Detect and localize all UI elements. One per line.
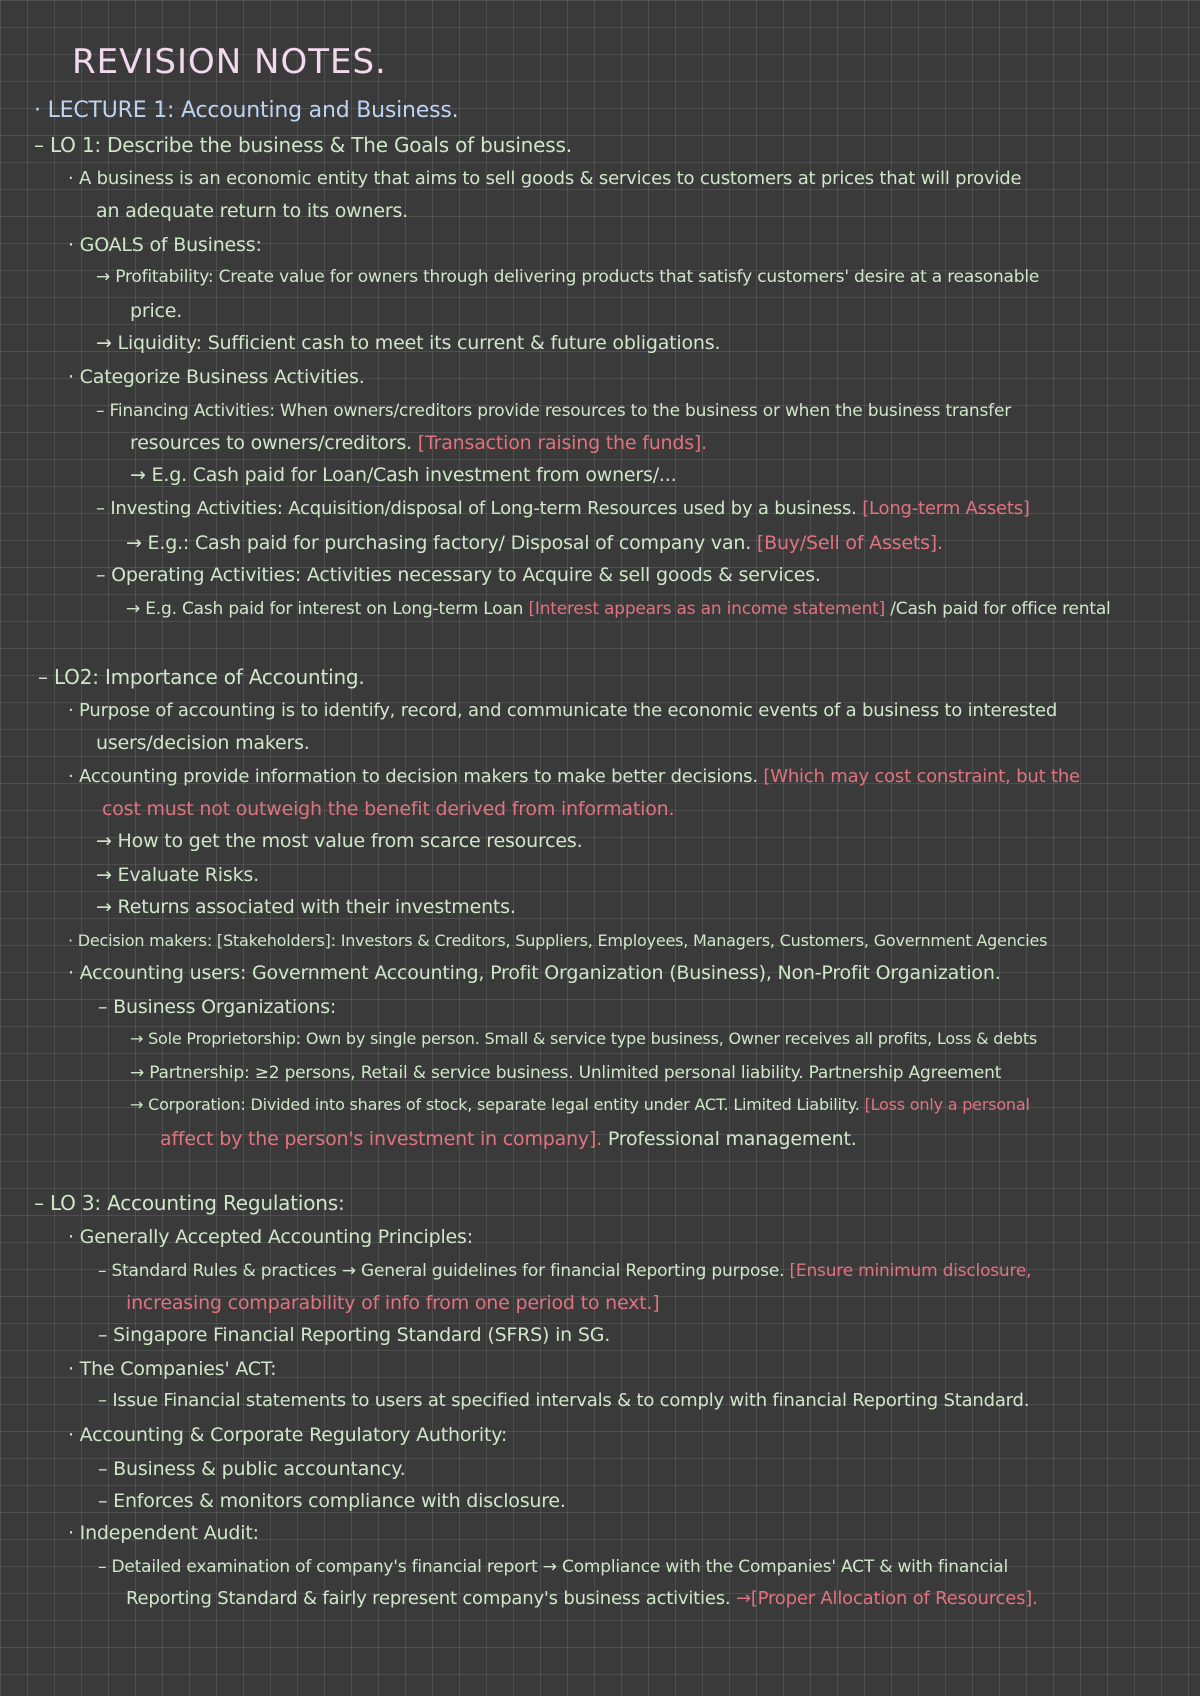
lo1-line: – Financing Activities: When owners/creditors provide resources to the business or when the business transfer	[96, 401, 1011, 421]
page-title: REVISION NOTES.	[72, 42, 387, 82]
lo2-line: → Returns associated with their investments.	[96, 896, 516, 918]
lo1-highlight: [Long-term Assets]	[862, 498, 1030, 519]
lo1-line: · A business is an economic entity that aims to sell goods & services to customers at prices that will provide	[68, 168, 1022, 189]
lo2-line	[68, 764, 1080, 790]
lo3-highlight-line: increasing comparability of info from one period to next.]	[126, 1292, 660, 1314]
lo3-text: – Standard Rules & practices → General guidelines for financial Reporting purpose.	[98, 1261, 785, 1281]
lo3-highlight: →[Proper Allocation of Resources].	[735, 1588, 1038, 1609]
lo1-text: → E.g.: Cash paid for purchasing factory/ Disposal of company van.	[126, 532, 752, 554]
lo2-line: · Purpose of accounting is to identify, record, and communicate the economic events of a business to interested	[68, 700, 1058, 721]
lo2-line: → Evaluate Risks.	[96, 864, 259, 886]
lo2-line	[130, 1092, 1030, 1118]
lo1-text: → E.g. Cash paid for interest on Long-term Loan	[126, 599, 524, 619]
lo1-line	[126, 530, 943, 556]
lo1-line	[130, 430, 707, 456]
lo2-highlight: [Which may cost constraint, but the	[763, 766, 1080, 787]
lo1-text: – Investing Activities: Acquisition/disposal of Long-term Resources used by a business.	[96, 498, 857, 519]
lo3-line: – Business & public accountancy.	[98, 1458, 406, 1480]
lo1-line: → Profitability: Create value for owners through delivering products that satisfy customers' desire at a reasonable	[96, 267, 1040, 287]
lo2-line: users/decision makers.	[96, 732, 310, 754]
lo3-line: – Singapore Financial Reporting Standard (SFRS) in SG.	[98, 1324, 611, 1346]
lo3-line: · Independent Audit:	[68, 1522, 259, 1544]
lo1-highlight: [Transaction raising the funds].	[417, 432, 707, 454]
lo2-heading: – LO2: Importance of Accounting.	[38, 665, 365, 689]
lo1-text: /Cash paid for office rental	[890, 599, 1111, 619]
lo3-line: – Detailed examination of company's financial report → Compliance with the Companies' ACT & with financial	[98, 1557, 1009, 1577]
lo2-line	[160, 1126, 857, 1152]
lo1-line: an adequate return to its owners.	[96, 200, 409, 222]
lo2-line: → How to get the most value from scarce resources.	[96, 830, 583, 852]
lo2-line: → Partnership: ≥2 persons, Retail & service business. Unlimited personal liability. Partnership Agreement	[130, 1063, 1002, 1083]
lo3-line: · Generally Accepted Accounting Principles:	[68, 1226, 473, 1248]
lo1-line	[126, 596, 1111, 622]
lo1-text: resources to owners/creditors.	[130, 432, 412, 454]
lo3-highlight: [Ensure minimum disclosure,	[789, 1261, 1032, 1281]
lo1-line	[96, 496, 1030, 522]
lo1-line: · Categorize Business Activities.	[68, 366, 365, 388]
lo1-line: · GOALS of Business:	[68, 234, 262, 256]
lo1-line: → E.g. Cash paid for Loan/Cash investment from owners/...	[130, 464, 677, 486]
lo3-line: · The Companies' ACT:	[68, 1358, 277, 1380]
lo2-text: Professional management.	[607, 1128, 857, 1150]
lo3-line: · Accounting & Corporate Regulatory Authority:	[68, 1424, 508, 1446]
lo3-line	[98, 1258, 1031, 1284]
lo2-text: → Corporation: Divided into shares of stock, separate legal entity under ACT. Limited Liability.	[130, 1095, 860, 1114]
lo1-line: price.	[130, 300, 183, 322]
lo1-heading: – LO 1: Describe the business & The Goals of business.	[34, 133, 572, 157]
lo3-text: Reporting Standard & fairly represent company's business activities.	[126, 1588, 731, 1609]
lo1-highlight: [Buy/Sell of Assets].	[756, 532, 943, 554]
lo2-highlight-line: cost must not outweigh the benefit derived from information.	[102, 798, 675, 820]
lo3-line: – Issue Financial statements to users at specified intervals & to comply with financial Reporting Standard.	[98, 1390, 1030, 1411]
lo1-line: → Liquidity: Sufficient cash to meet its current & future obligations.	[96, 332, 721, 354]
lo3-heading: – LO 3: Accounting Regulations:	[34, 1191, 345, 1215]
lo2-highlight: affect by the person's investment in company].	[160, 1128, 603, 1150]
lo2-line: – Business Organizations:	[98, 996, 337, 1018]
lo1-highlight: [Interest appears as an income statement]	[528, 599, 886, 619]
lo2-highlight: [Loss only a personal	[864, 1095, 1030, 1114]
lecture-heading: · LECTURE 1: Accounting and Business.	[34, 98, 459, 123]
lo2-line: · Accounting users: Government Accounting, Profit Organization (Business), Non-Profit Organization.	[68, 962, 1001, 984]
lo3-line: – Enforces & monitors compliance with disclosure.	[98, 1490, 566, 1512]
lo2-line: → Sole Proprietorship: Own by single person. Small & service type business, Owner receives all profits, Loss & debts	[130, 1029, 1038, 1048]
lo2-line: · Decision makers: [Stakeholders]: Investors & Creditors, Suppliers, Employees, Managers, Customers, Government Agencies	[68, 931, 1048, 950]
lo1-line: – Operating Activities: Activities necessary to Acquire & sell goods & services.	[96, 564, 821, 586]
lo2-text: · Accounting provide information to decision makers to make better decisions.	[68, 766, 758, 787]
lo3-line	[126, 1586, 1038, 1612]
